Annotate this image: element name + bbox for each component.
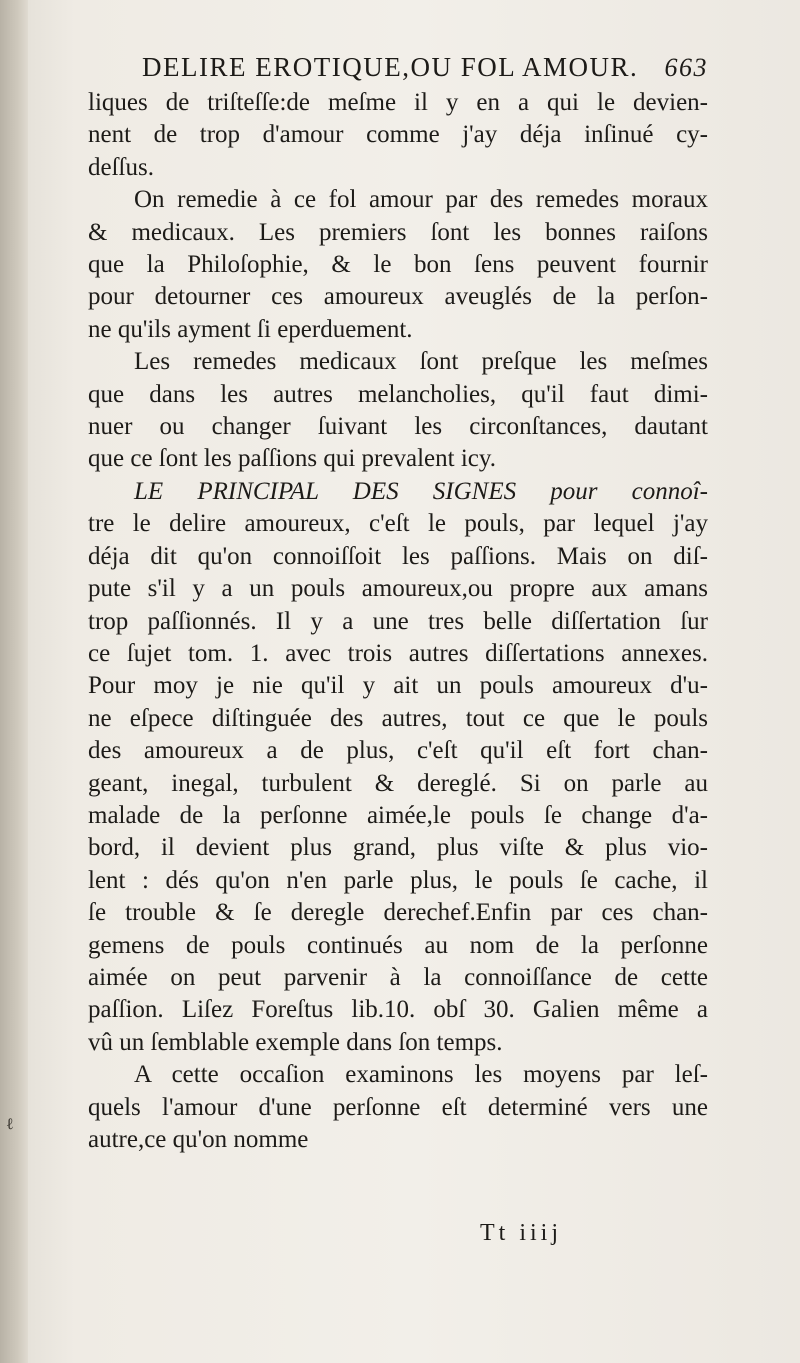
- text-line: geant, inegal, turbulent & dereglé. Si on parle au: [88, 769, 708, 797]
- text-line: que dans les autres melancholies, qu'il faut dimi-: [88, 380, 708, 408]
- text-line: ne qu'ils ayment ſi eperduement.: [88, 315, 413, 343]
- signature-mark: Tt iiij: [480, 1220, 562, 1246]
- margin-mark: ℓ: [6, 1114, 14, 1133]
- text-line: gemens de pouls continués au nom de la perſonne: [88, 931, 708, 959]
- text-line: déja dit qu'on connoiſſoit les paſſions. Mais on diſ-: [88, 542, 708, 570]
- text-line: vû un ſemblable exemple dans ſon temps.: [88, 1028, 503, 1056]
- text-line: LE PRINCIPAL DES SIGNES pour connoî-: [134, 477, 708, 505]
- text-line: tre le delire amoureux, c'eſt le pouls, par lequel j'ay: [88, 510, 708, 538]
- paragraph-3: [88, 346, 708, 476]
- text-line: lent : dés qu'on n'en parle plus, le pouls ſe cache, il: [88, 866, 708, 894]
- text-line: trop paſſionnés. Il y a une tres belle diſſertation ſur: [88, 607, 708, 635]
- text-line: A cette occaſion examinons les moyens par leſ-: [134, 1061, 708, 1089]
- paragraph-5: [88, 1059, 708, 1156]
- text-line: ſe trouble & ſe deregle derechef.Enfin par ces chan-: [88, 899, 708, 927]
- running-head: [142, 52, 708, 83]
- text-line: Pour moy je nie qu'il y ait un pouls amoureux d'u-: [88, 672, 708, 700]
- text-line: nent de trop d'amour comme j'ay déja inſinué cy-: [88, 121, 708, 149]
- text-line: quels l'amour d'une perſonne eſt determiné vers une: [88, 1093, 708, 1121]
- text-line: aimée on peut parvenir à la connoiſſance de cette: [88, 963, 708, 991]
- text-line: On remedie à ce fol amour par des remedes moraux: [134, 186, 708, 214]
- running-head-title: DELIRE EROTIQUE,OU FOL AMOUR.: [142, 52, 639, 82]
- book-page: [28, 0, 800, 1363]
- text-line: pute s'il y a un pouls amoureux,ou propre aux amans: [88, 575, 708, 603]
- text-line: des amoureux a de plus, c'eſt qu'il eſt fort chan-: [88, 737, 708, 765]
- paragraph-1: [88, 87, 708, 184]
- text-line: que la Philoſophie, & le bon ſens peuvent fournir: [88, 251, 708, 279]
- text-line: pour detourner ces amoureux aveuglés de la perſon-: [88, 283, 708, 311]
- text-line: nuer ou changer ſuivant les circonſtances, dautant: [88, 413, 708, 441]
- paragraph-2: [88, 184, 708, 346]
- text-line: ce ſujet tom. 1. avec trois autres diſſertations annexes.: [88, 639, 708, 667]
- text-line: paſſion. Liſez Foreſtus lib.10. obſ 30. Galien même a: [88, 996, 708, 1024]
- paragraph-4: [88, 476, 708, 1059]
- text-line: deſſus.: [88, 153, 154, 181]
- text-line: autre,ce qu'on nomme: [88, 1126, 309, 1153]
- text-line: Les remedes medicaux ſont preſque les meſmes: [134, 348, 708, 376]
- text-line: que ce ſont les paſſions qui prevalent icy.: [88, 445, 496, 473]
- text-line: liques de triſteſſe:de meſme il y en a qui le devien-: [88, 89, 708, 116]
- book-spine-shadow: [0, 0, 30, 1363]
- text-line: malade de la perſonne aimée,le pouls ſe change d'a-: [88, 801, 708, 829]
- page-number: 663: [664, 53, 708, 82]
- page-text-block: [88, 52, 708, 1156]
- text-line: & medicaux. Les premiers ſont les bonnes raiſons: [88, 218, 708, 246]
- text-line: bord, il devient plus grand, plus viſte & plus vio-: [88, 834, 708, 862]
- text-line: ne eſpece diſtinguée des autres, tout ce que le pouls: [88, 704, 708, 732]
